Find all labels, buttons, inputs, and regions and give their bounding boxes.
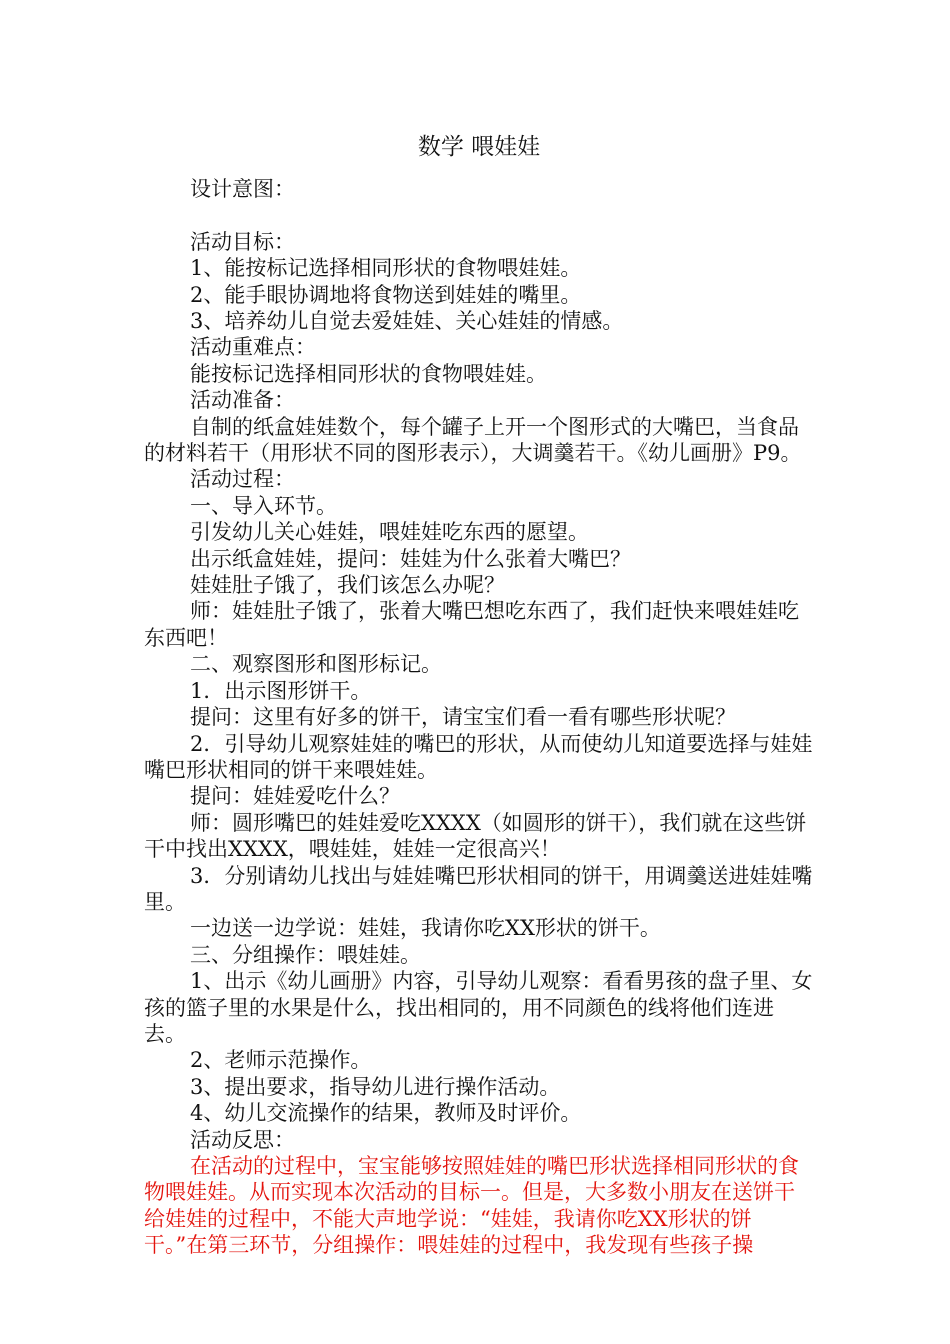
paragraph: 引发幼儿关心娃娃，喂娃娃吃东西的愿望。: [190, 520, 589, 545]
key-points-heading: 活动重难点：: [190, 335, 316, 360]
paragraph: 师：娃娃肚子饿了，张着大嘴巴想吃东西了，我们赶快来喂娃娃吃东西吧！: [144, 599, 799, 650]
paragraph: 娃娃肚子饿了，我们该怎么办呢？: [190, 573, 505, 598]
paragraph: 自制的纸盒娃娃数个，每个罐子上开一个图形式的大嘴巴，当食品的材料若干（用形状不同的图形表示），大调羹若干。《幼儿画册》P9。: [144, 414, 802, 466]
paragraph: 3、提出要求，指导幼儿进行操作活动。: [190, 1074, 561, 1099]
goal-item: 2、能手眼协调地将食物送到娃娃的嘴里。: [190, 282, 582, 307]
paragraph: 一边送一边学说：娃娃，我请你吃XX形状的饼干。: [190, 916, 661, 941]
paragraph: 4、幼儿交流操作的结果，教师及时评价。: [190, 1101, 582, 1126]
goal-item: 1、能按标记选择相同形状的食物喂娃娃。: [190, 256, 582, 281]
reflection-text: 在活动的过程中，宝宝能够按照娃娃的嘴巴形状选择相同形状的食物喂娃娃。从而实现本次活动的目标一。但是，大多数小朋友在送饼干给娃娃的过程中，不能大声地学说：“娃娃，我请你吃XX形状的饼干。”在第三环节，分组操作：喂娃娃的过程中，我发现有些孩子操: [144, 1154, 799, 1258]
section-heading: 二、观察图形和图形标记。: [190, 652, 442, 677]
preparation-heading: 活动准备：: [190, 388, 295, 413]
document-title: 数学 喂娃娃: [417, 134, 541, 160]
document-body: [144, 132, 814, 1259]
process-heading: 活动过程：: [190, 467, 295, 492]
section-heading: 三、分组操作：喂娃娃。: [190, 942, 421, 967]
paragraph: 师：圆形嘴巴的娃娃爱吃XXXX（如圆形的饼干），我们就在这些饼干中找出XXXX，喂娃娃，娃娃一定很高兴！: [144, 810, 807, 862]
paragraph: 能按标记选择相同形状的食物喂娃娃。: [190, 361, 547, 386]
paragraph: 出示纸盒娃娃，提问：娃娃为什么张着大嘴巴？: [190, 546, 631, 571]
paragraph: 2．引导幼儿观察娃娃的嘴巴的形状，从而使幼儿知道要选择与娃娃嘴巴形状相同的饼干来喂娃娃。: [144, 731, 813, 782]
paragraph: 提问：娃娃爱吃什么？: [190, 784, 400, 809]
design-intent-heading: 设计意图：: [190, 177, 295, 201]
blank-line: [144, 202, 814, 228]
paragraph: 1、出示《幼儿画册》内容，引导幼儿观察：看看男孩的盘子里、女孩的篮子里的水果是什么，找出相同的，用不同颜色的线将他们连进去。: [144, 969, 813, 1046]
reflection-heading: 活动反思：: [190, 1127, 295, 1152]
goal-item: 3、培养幼儿自觉去爱娃娃、关心娃娃的情感。: [190, 309, 624, 334]
paragraph: 3．分别请幼儿找出与娃娃嘴巴形状相同的饼干，用调羹送进娃娃嘴里。: [144, 863, 813, 914]
goals-heading: 活动目标：: [190, 229, 295, 254]
paragraph: 提问：这里有好多的饼干，请宝宝们看一看有哪些形状呢？: [190, 705, 736, 730]
paragraph: 2、老师示范操作。: [190, 1048, 372, 1073]
section-heading: 一、导入环节。: [190, 493, 337, 518]
paragraph: 1．出示图形饼干。: [190, 678, 372, 703]
